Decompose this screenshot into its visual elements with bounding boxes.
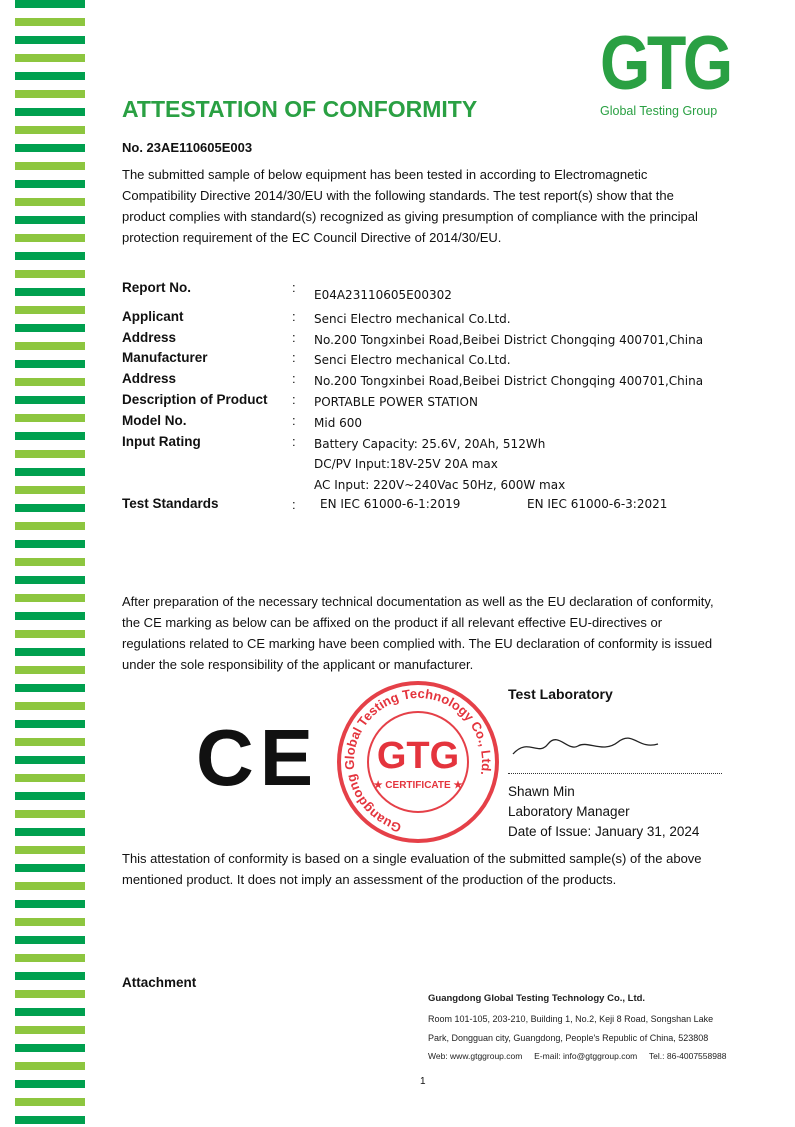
attachment-label: Attachment bbox=[122, 975, 197, 990]
seal-center: GTG bbox=[376, 735, 460, 777]
field-value: Battery Capacity: 25.6V, 20Ah, 512Wh bbox=[314, 437, 546, 451]
intro-paragraph bbox=[122, 164, 726, 248]
stripe bbox=[15, 1062, 85, 1070]
stripe bbox=[15, 918, 85, 926]
footer-address: Park, Dongguan city, Guangdong, People's Republic of China, 523808 bbox=[428, 1033, 709, 1043]
stripe bbox=[15, 540, 85, 548]
stripe bbox=[15, 198, 85, 206]
stripe bbox=[15, 1044, 85, 1052]
document-title: ATTESTATION OF CONFORMITY bbox=[122, 96, 478, 122]
ac-input-value: AC Input: 220V~240Vac 50Hz, 600W max bbox=[314, 478, 566, 492]
stripe bbox=[15, 630, 85, 638]
page-number: 1 bbox=[420, 1076, 426, 1087]
stripe bbox=[15, 1098, 85, 1106]
colon: : bbox=[292, 371, 296, 386]
after-paragraph bbox=[122, 591, 726, 675]
field-value: Mid 600 bbox=[314, 416, 363, 430]
signatory-name: Shawn Min bbox=[508, 784, 575, 799]
stripe bbox=[15, 828, 85, 836]
stripe bbox=[15, 396, 85, 404]
decorative-stripes bbox=[15, 0, 85, 1127]
colon: : bbox=[292, 280, 296, 295]
field-label: Model No. bbox=[122, 413, 187, 428]
stripe bbox=[15, 882, 85, 890]
field-value: Senci Electro mechanical Co.Ltd. bbox=[314, 312, 511, 326]
field-label: Address bbox=[122, 330, 177, 345]
text-line: regulations related to CE marking have been complied with. The EU declaration of conformity is issued bbox=[122, 636, 713, 651]
colon: : bbox=[292, 350, 296, 365]
stripe bbox=[15, 468, 85, 476]
stripe bbox=[15, 108, 85, 116]
stripe bbox=[15, 144, 85, 152]
field-value: E04A23110605E00302 bbox=[314, 288, 452, 302]
text-line: The submitted sample of below equipment has been tested in according to Electromagnetic bbox=[122, 167, 648, 182]
signature bbox=[508, 732, 668, 762]
stripe bbox=[15, 72, 85, 80]
stripe bbox=[15, 162, 85, 170]
stripe bbox=[15, 54, 85, 62]
stripe bbox=[15, 216, 85, 224]
stripe bbox=[15, 810, 85, 818]
stripe bbox=[15, 648, 85, 656]
stripe bbox=[15, 774, 85, 782]
standard-1: EN IEC 61000-6-1:2019 bbox=[320, 497, 461, 511]
stripe bbox=[15, 126, 85, 134]
stripe bbox=[15, 612, 85, 620]
stripe bbox=[15, 252, 85, 260]
ce-mark: CE bbox=[196, 713, 320, 802]
seal-bottom-text: ★ CERTIFICATE ★ bbox=[373, 780, 463, 791]
stripe bbox=[15, 954, 85, 962]
field-label: Input Rating bbox=[122, 434, 201, 449]
colon: : bbox=[292, 392, 296, 407]
stripe bbox=[15, 18, 85, 26]
text-line: protection requirement of the EC Council Directive of 2014/30/EU. bbox=[122, 230, 502, 245]
stripe bbox=[15, 0, 85, 8]
stripe bbox=[15, 360, 85, 368]
stripe bbox=[15, 990, 85, 998]
footer-company: Guangdong Global Testing Technology Co., Ltd. bbox=[428, 993, 646, 1004]
signature-line bbox=[508, 773, 722, 774]
field-label: Address bbox=[122, 371, 177, 386]
stripe bbox=[15, 36, 85, 44]
lab-heading: Test Laboratory bbox=[508, 686, 613, 702]
footer-address: Room 101-105, 203-210, Building 1, No.2, Keji 8 Road, Songshan Lake bbox=[428, 1014, 714, 1024]
stripe bbox=[15, 756, 85, 764]
logo-mark: GTG bbox=[600, 21, 730, 106]
stripe bbox=[15, 432, 85, 440]
footer-contact: Web: www.gtggroup.com E-mail: info@gtggroup.com Tel.: 86-4007558988 bbox=[428, 1051, 727, 1061]
stripe bbox=[15, 1080, 85, 1088]
field-label: Manufacturer bbox=[122, 350, 208, 365]
stripe bbox=[15, 1116, 85, 1124]
stripe bbox=[15, 900, 85, 908]
issue-date: Date of Issue: January 31, 2024 bbox=[508, 824, 700, 839]
text-line: Compatibility Directive 2014/30/EU with the following standards. The test report(s) show that the bbox=[122, 188, 674, 203]
stripe bbox=[15, 1008, 85, 1016]
text-line: under the sole responsibility of the applicant or manufacturer. bbox=[122, 657, 474, 672]
text-line: After preparation of the necessary technical documentation as well as the EU declaration of conformity, bbox=[122, 594, 714, 609]
stripe bbox=[15, 666, 85, 674]
standard-2: EN IEC 61000-6-3:2021 bbox=[527, 497, 668, 511]
colon: : bbox=[292, 413, 296, 428]
stripe bbox=[15, 684, 85, 692]
stripe bbox=[15, 414, 85, 422]
stripe bbox=[15, 288, 85, 296]
stripe bbox=[15, 846, 85, 854]
seal-ring-text: Guangdong Global Testing Technology Co., Ltd. bbox=[341, 685, 495, 836]
stripe bbox=[15, 864, 85, 872]
stripe bbox=[15, 378, 85, 386]
stripe bbox=[15, 450, 85, 458]
gtg-logo bbox=[600, 21, 730, 118]
field-label: Description of Product bbox=[122, 392, 268, 407]
field-label: Applicant bbox=[122, 309, 184, 324]
company-seal bbox=[336, 680, 500, 844]
certificate-number: No. 23AE110605E003 bbox=[122, 140, 253, 155]
colon: : bbox=[292, 434, 296, 449]
field-label: Report No. bbox=[122, 280, 191, 295]
stripe bbox=[15, 486, 85, 494]
field-value: No.200 Tongxinbei Road,Beibei District Chongqing 400701,China bbox=[314, 333, 704, 347]
logo-subtitle: Global Testing Group bbox=[600, 104, 718, 118]
text-line: product complies with standard(s) recognized as giving presumption of compliance with the principal bbox=[122, 209, 698, 224]
stripe bbox=[15, 936, 85, 944]
stripe bbox=[15, 504, 85, 512]
colon: : bbox=[292, 497, 296, 512]
stripe bbox=[15, 702, 85, 710]
stripe bbox=[15, 972, 85, 980]
stripe bbox=[15, 522, 85, 530]
colon: : bbox=[292, 330, 296, 345]
stripe bbox=[15, 180, 85, 188]
stripe bbox=[15, 720, 85, 728]
field-value: PORTABLE POWER STATION bbox=[314, 395, 478, 409]
stripe bbox=[15, 576, 85, 584]
text-line: mentioned product. It does not imply an assessment of the production of the products. bbox=[122, 872, 617, 887]
colon: : bbox=[292, 309, 296, 324]
stripe bbox=[15, 90, 85, 98]
field-value: Senci Electro mechanical Co.Ltd. bbox=[314, 353, 511, 367]
stripe bbox=[15, 558, 85, 566]
stripe bbox=[15, 234, 85, 242]
stripe bbox=[15, 342, 85, 350]
text-line: the CE marking as below can be affixed on the product if all relevant effective EU-directives or bbox=[122, 615, 663, 630]
stripe bbox=[15, 1026, 85, 1034]
stripe bbox=[15, 270, 85, 278]
stripe bbox=[15, 738, 85, 746]
stripe bbox=[15, 594, 85, 602]
dc-input-value: DC/PV Input:18V-25V 20A max bbox=[314, 457, 498, 471]
signatory-role: Laboratory Manager bbox=[508, 804, 630, 819]
field-label: Test Standards bbox=[122, 496, 219, 511]
stripe bbox=[15, 324, 85, 332]
stripe bbox=[15, 792, 85, 800]
text-line: This attestation of conformity is based on a single evaluation of the submitted sample(s) of the above bbox=[122, 851, 702, 866]
field-value: No.200 Tongxinbei Road,Beibei District Chongqing 400701,China bbox=[314, 374, 704, 388]
stripe bbox=[15, 306, 85, 314]
closing-paragraph bbox=[122, 848, 726, 890]
